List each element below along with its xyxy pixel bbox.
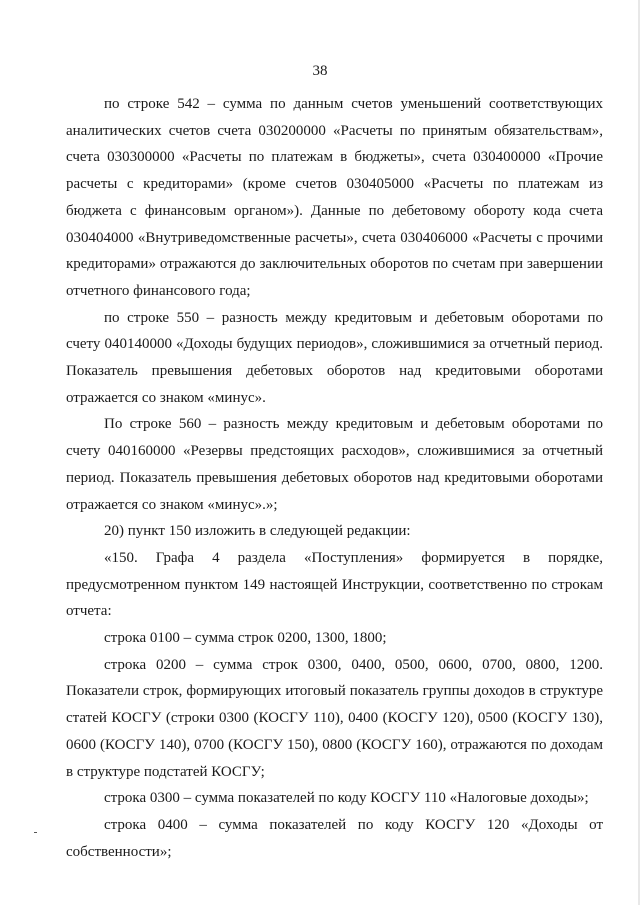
document-body xyxy=(66,91,603,865)
paragraph-item-20: 20) пункт 150 изложить в следующей редакции: xyxy=(104,523,411,540)
paragraph-row-0300: строка 0300 – сумма показателей по коду КОСГУ 110 «Налоговые доходы»; xyxy=(104,790,589,807)
paragraph-row-0400: строка 0400 – сумма показателей по коду КОСГУ 120 «Доходы от собственности»; xyxy=(66,816,603,860)
scan-artifact-mark xyxy=(34,832,37,833)
paragraph-line-560: По строке 560 – разность между кредитовым и дебетовым оборотами по счету 040160000 «Резервы предстоящих расходов», сложившимися за отчетный период. Показатель превышения дебетовых оборотов над кредитовыми оборотами отражается со знаком «минус».»; xyxy=(66,416,603,513)
paragraph-line-542: по строке 542 – сумма по данным счетов уменьшений соответствующих аналитических счетов счета 030200000 «Расчеты по принятым обязательствам», счета 030300000 «Расчеты по платежам в бюджеты», счета 030400000 «Прочие расчеты с кредиторами» (кроме счетов 030405000 «Расчеты по платежам из бюджета с финансовым органом»). Данные по дебетовому обороту кода счета 030404000 «Внутриведомственные расчеты», счета 030406000 «Расчеты с прочими кредиторами» отражаются до заключительных оборотов по счетам при завершении отчетного финансового года; xyxy=(66,96,603,299)
paragraph-line-550: по строке 550 – разность между кредитовым и дебетовым оборотами по счету 040140000 «Доходы будущих периодов», сложившимися за отчетный период. Показатель превышения дебетовых оборотов над кредитовыми оборотами отражается со знаком «минус». xyxy=(66,309,603,406)
page-number: 38 xyxy=(312,63,328,79)
paragraph-row-0200: строка 0200 – сумма строк 0300, 0400, 0500, 0600, 0700, 0800, 1200. Показатели строк, формирующих итоговый показатель группы доходов в структуре статей КОСГУ (строки 0300 (КОСГУ 110), 0400 (КОСГУ 120), 0500 (КОСГУ 130), 0600 (КОСГУ 140), 0700 (КОСГУ 150), 0800 (КОСГУ 160), отражаются по доходам в структуре подстатей КОСГУ; xyxy=(66,656,603,780)
paragraph-row-0100: строка 0100 – сумма строк 0200, 1300, 1800; xyxy=(104,630,387,647)
paragraph-clause-150: «150. Графа 4 раздела «Поступления» формируется в порядке, предусмотренном пунктом 149 настоящей Инструкции, соответственно по строкам отчета: xyxy=(66,549,603,620)
